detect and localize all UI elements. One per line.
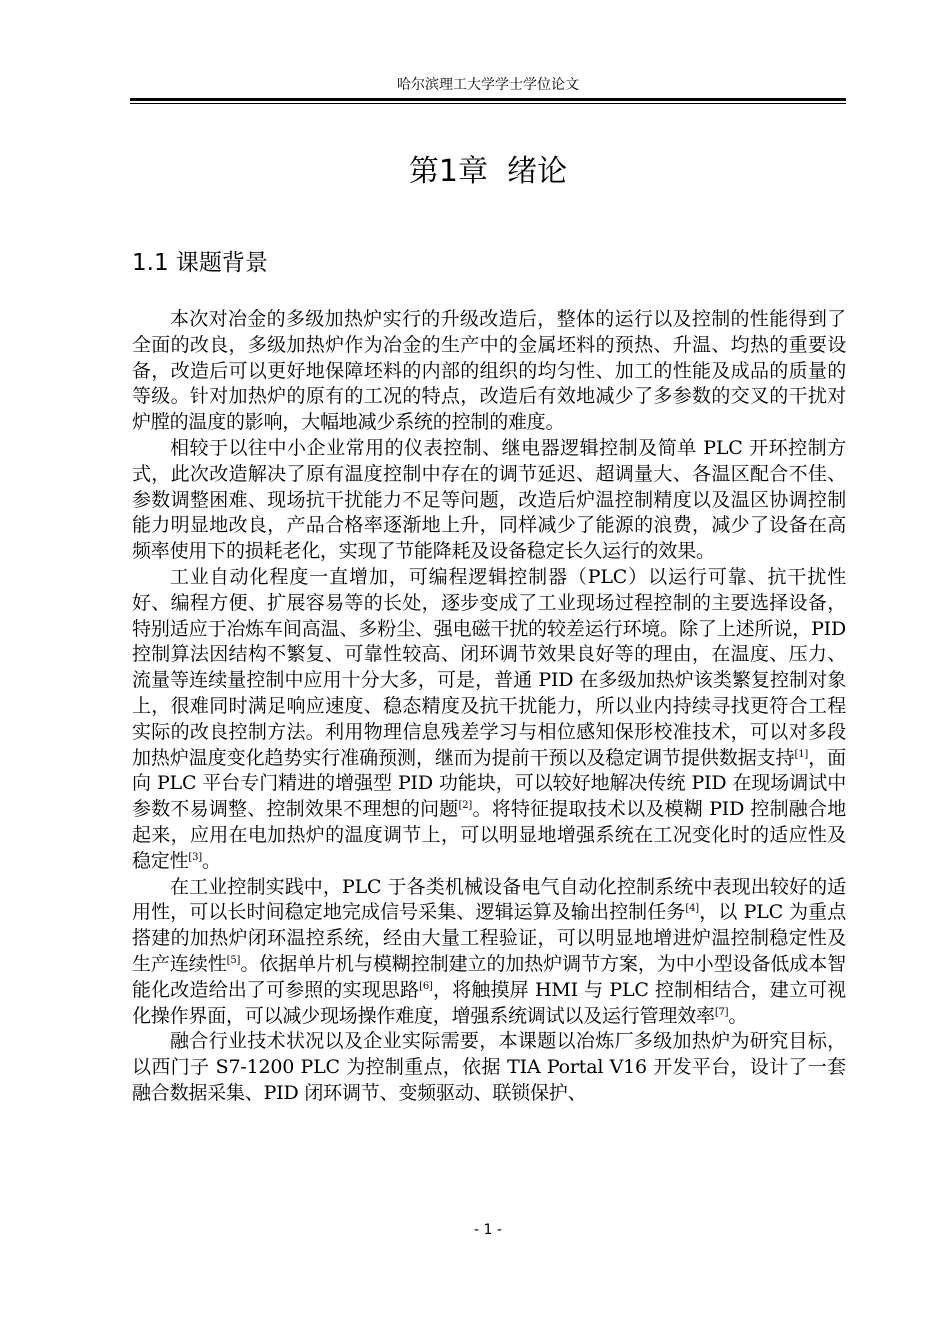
body-text bbox=[132, 307, 846, 1107]
paragraph-text: 。 bbox=[201, 849, 221, 872]
citation-ref: [1] bbox=[794, 748, 809, 760]
paragraph-3 bbox=[132, 565, 846, 875]
paragraph-text: 工业自动化程度一直增加，可编程逻辑控制器（PLC）以运行可靠、抗干扰性好、编程方便、扩展容易等的长处，逐步变成了工业现场过程控制的主要选择设备，特别适应于冶炼车间高温、多粉尘、强电磁干扰的较差运行环境。除了上述所说，PID 控制算法因结构不繁复、可靠性较高、闭环调节效果良好等的理由，在温度、压力、流量等连续量控制中应用十分大多，可是，普通 PID 在多级加热炉该类繁复控制对象上，很难同时满足响应速度、稳态精度及抗干扰能力，所以业内持续寻找更符合工程实际的改良控制方法。利用物理信息残差学习与相位感知保形校准技术，可以对多段加热炉温度变化趋势实行准确预测，继而为提前干预以及稳定调节提供数据支持 bbox=[132, 565, 846, 769]
paragraph-text: ，以 PLC 为重点搭建的加热炉闭环温控系统，经由大量工程验证，可以明显地增进炉温控制稳定性及生产连续性 bbox=[132, 901, 846, 975]
paragraph-text: ，面向 PLC 平台专门精进的增强型 PID 功能块，可以较好地解决传统 PID 在现场调试中参数不易调整、控制效果不理想的问题 bbox=[132, 746, 846, 821]
paragraph-2 bbox=[132, 436, 846, 565]
paragraph-5 bbox=[132, 1029, 846, 1106]
chapter-title: 第1章 绪论 bbox=[408, 154, 568, 189]
citation-ref: [6] bbox=[419, 980, 433, 992]
paragraph-text: ，将触摸屏 HMI 与 PLC 控制相结合，建立可视化操作界面，可以减少现场操作难度，增强系统调试以及运行管理效率 bbox=[132, 978, 846, 1027]
paragraph-text: 在工业控制实践中，PLC 于各类机械设备电气自动化控制系统中表现出较好的适用性，可以长时间稳定地完成信号采集、逻辑运算及输出控制任务 bbox=[132, 875, 846, 924]
page-number: - 1 - bbox=[474, 1222, 502, 1238]
header-rule-thick bbox=[130, 98, 846, 101]
paragraph-text: 。 bbox=[728, 1004, 748, 1027]
header-rule-thin bbox=[130, 103, 846, 104]
paragraph-text: 融合行业技术状况以及企业实际需要，本课题以冶炼厂多级加热炉为研究目标，以西门子 S7-1200 PLC 为控制重点，依据 TIA Portal V16 开发平台，设计了一套融合数据采集、PID 闭环调节、变频驱动、联锁保护、 bbox=[132, 1030, 846, 1104]
citation-ref: [2] bbox=[458, 800, 473, 812]
citation-ref: [3] bbox=[188, 851, 202, 863]
paragraph-text: 相较于以往中小企业常用的仪表控制、继电器逻辑控制及简单 PLC 开环控制方式，此次改造解决了原有温度控制中存在的调节延迟、超调量大、各温区配合不佳、参数调整困难、现场抗干扰能力不足等问题，改造后炉温控制精度以及温区协调控制能力明显地改良，产品合格率逐渐地上升，同样减少了能源的浪费，减少了设备在高频率使用下的损耗老化，实现了节能降耗及设备稳定长久运行的效果。 bbox=[132, 436, 846, 563]
paragraph-1 bbox=[132, 307, 846, 436]
citation-ref: [4] bbox=[685, 903, 699, 915]
paragraph-4 bbox=[132, 875, 846, 1030]
citation-ref: [5] bbox=[226, 954, 241, 966]
paragraph-text: 本次对冶金的多级加热炉实行的升级改造后，整体的运行以及控制的性能得到了全面的改良，多级加热炉作为冶金的生产中的金属坯料的预热、升温、均热的重要设备，改造后可以更好地保障坯料的内部的组织的均匀性、加工的性能及成品的质量的等级。针对加热炉的原有的工况的特点，改造后有效地减少了多参数的交叉的干扰对炉膛的温度的影响，大幅地减少系统的控制的难度。 bbox=[132, 308, 846, 434]
citation-ref: [7] bbox=[714, 1006, 729, 1018]
paragraph-text: 。依据单片机与模糊控制建立的加热炉调节方案，为中小型设备低成本智能化改造给出了可参照的实现思路 bbox=[132, 952, 846, 1001]
section-title: 1.1 课题背景 bbox=[132, 250, 268, 276]
paragraph-text: 。将特征提取技术以及模糊 PID 控制融合地起来，应用在电加热炉的温度调节上，可以明显地增强系统在工况变化时的适应性及稳定性 bbox=[132, 798, 846, 872]
running-header: 哈尔滨理工大学学士学位论文 bbox=[397, 77, 579, 93]
